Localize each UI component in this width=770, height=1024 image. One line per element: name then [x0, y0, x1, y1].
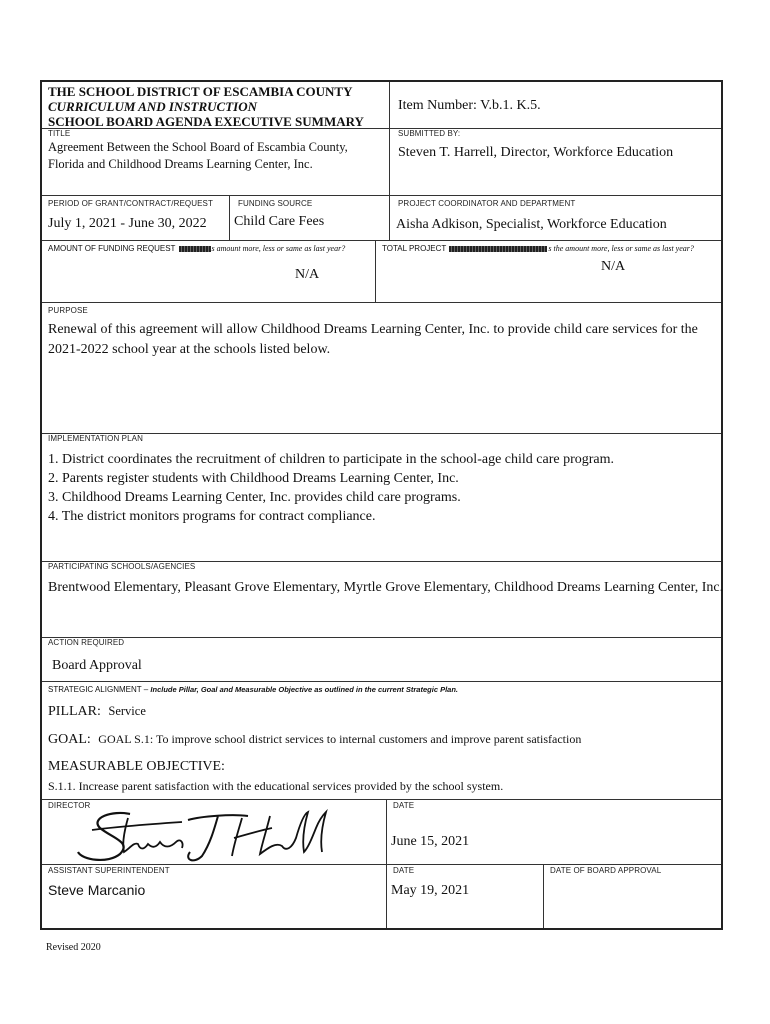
pillar-label: PILLAR:: [48, 704, 101, 719]
title-row: [42, 129, 721, 196]
objective-label: MEASURABLE OBJECTIVE:: [48, 759, 225, 774]
funding-source-cell: [230, 196, 390, 240]
goal-line: [48, 730, 581, 749]
submitted-label: SUBMITTED BY:: [398, 129, 461, 138]
purpose-line-1: Renewal of this agreement will allow Childhood Dreams Learning Center, Inc. to provide child care services for the: [48, 322, 698, 337]
director-label: DIRECTOR: [48, 801, 91, 810]
implementation-item: 3. Childhood Dreams Learning Center, Inc. provides child care programs.: [48, 490, 461, 505]
funding-amount-label-line: [48, 244, 345, 253]
header-row: [42, 82, 721, 129]
implementation-item: 2. Parents register students with Childhood Dreams Learning Center, Inc.: [48, 471, 459, 486]
objective-value: S.1.1. Increase parent satisfaction with the educational services provided by the school system.: [48, 779, 504, 793]
director-date-label: DATE: [393, 801, 415, 810]
assistant-cell: [42, 865, 387, 928]
assistant-value: Steve Marcanio: [48, 882, 146, 898]
strategic-label: STRATEGIC ALIGNMENT –: [48, 685, 149, 694]
director-date-cell: [387, 800, 721, 864]
purpose-line-2: 2021-2022 school year at the schools listed below.: [48, 342, 331, 357]
strategic-note: Include Pillar, Goal and Measurable Objective as outlined in the current Strategic Plan.: [150, 685, 458, 694]
action-value: Board Approval: [52, 658, 142, 673]
action-row: [42, 638, 721, 682]
assistant-date-cell: [387, 865, 544, 928]
title-line-2: Florida and Childhood Dreams Learning Center, Inc.: [48, 157, 313, 171]
department-name: CURRICULUM AND INSTRUCTION: [48, 99, 257, 114]
redaction-mark: [179, 246, 211, 252]
period-row: [42, 196, 721, 241]
title-line-1: Agreement Between the School Board of Escambia County,: [48, 140, 348, 154]
document-title: SCHOOL BOARD AGENDA EXECUTIVE SUMMARY: [48, 114, 364, 129]
submitted-cell: [390, 129, 721, 195]
participating-value: Brentwood Elementary, Pleasant Grove Elementary, Myrtle Grove Elementary, Childhood Dreams Learning Center, Inc.: [48, 580, 724, 595]
assistant-row: [42, 865, 721, 928]
assistant-date-value: May 19, 2021: [391, 883, 470, 898]
total-project-cell: [376, 241, 721, 302]
funding-source-value: Child Care Fees: [234, 214, 325, 229]
purpose-row: [42, 303, 721, 434]
period-label: PERIOD OF GRANT/CONTRACT/REQUEST: [48, 199, 213, 208]
funding-row: [42, 241, 721, 303]
director-signature: [72, 808, 332, 868]
goal-label: GOAL:: [48, 732, 91, 747]
period-value: July 1, 2021 - June 30, 2022: [48, 216, 207, 231]
purpose-label: PURPOSE: [48, 306, 88, 315]
header-left: [42, 82, 390, 128]
assistant-date-label: DATE: [393, 866, 415, 875]
implementation-item: 4. The district monitors programs for contract compliance.: [48, 509, 376, 524]
strategic-label-line: [48, 685, 458, 694]
title-label: TITLE: [48, 129, 71, 138]
implementation-label: IMPLEMENTATION PLAN: [48, 434, 143, 443]
assistant-label: ASSISTANT SUPERINTENDENT: [48, 866, 170, 875]
goal-value: GOAL S.1: To improve school district services to internal customers and improve parent satisfaction: [98, 732, 582, 746]
pillar-line: [48, 702, 146, 721]
participating-row: [42, 562, 724, 638]
total-project-note: s the amount more, less or same as last year?: [548, 244, 694, 253]
strategic-row: [42, 682, 721, 800]
director-cell: [42, 800, 387, 864]
coordinator-label: PROJECT COORDINATOR AND DEPARTMENT: [398, 199, 576, 208]
coordinator-cell: [390, 196, 721, 240]
redaction-mark: [449, 246, 547, 252]
participating-label: PARTICIPATING SCHOOLS/AGENCIES: [48, 562, 196, 571]
total-project-label-line: [382, 244, 694, 253]
funding-amount-cell: [42, 241, 376, 302]
item-number: Item Number: V.b.1. K.5.: [398, 98, 541, 113]
implementation-row: [42, 434, 721, 562]
pillar-value: Service: [108, 704, 146, 718]
header-right: [390, 82, 721, 128]
title-cell: [42, 129, 390, 195]
submitted-value: Steven T. Harrell, Director, Workforce Education: [398, 145, 674, 160]
coordinator-value: Aisha Adkison, Specialist, Workforce Education: [396, 217, 667, 232]
funding-amount-label: AMOUNT OF FUNDING REQUEST: [48, 244, 176, 253]
funding-source-label: FUNDING SOURCE: [238, 199, 313, 208]
funding-amount-note: s amount more, less or same as last year?: [211, 244, 346, 253]
total-project-label: TOTAL PROJECT: [382, 244, 447, 253]
action-label: ACTION REQUIRED: [48, 638, 125, 647]
total-project-value: N/A: [601, 259, 626, 274]
board-approval-label: DATE OF BOARD APPROVAL: [550, 866, 662, 875]
revised-note: Revised 2020: [46, 942, 101, 953]
funding-amount-value: N/A: [295, 267, 320, 282]
director-date-value: June 15, 2021: [391, 834, 470, 849]
director-row: [42, 800, 721, 865]
implementation-item: 1. District coordinates the recruitment of children to participate in the school-age child care program.: [48, 452, 615, 467]
district-name: THE SCHOOL DISTRICT OF ESCAMBIA COUNTY: [48, 84, 353, 99]
period-cell: [42, 196, 230, 240]
board-approval-cell: [544, 865, 721, 928]
executive-summary-form: [40, 80, 723, 930]
